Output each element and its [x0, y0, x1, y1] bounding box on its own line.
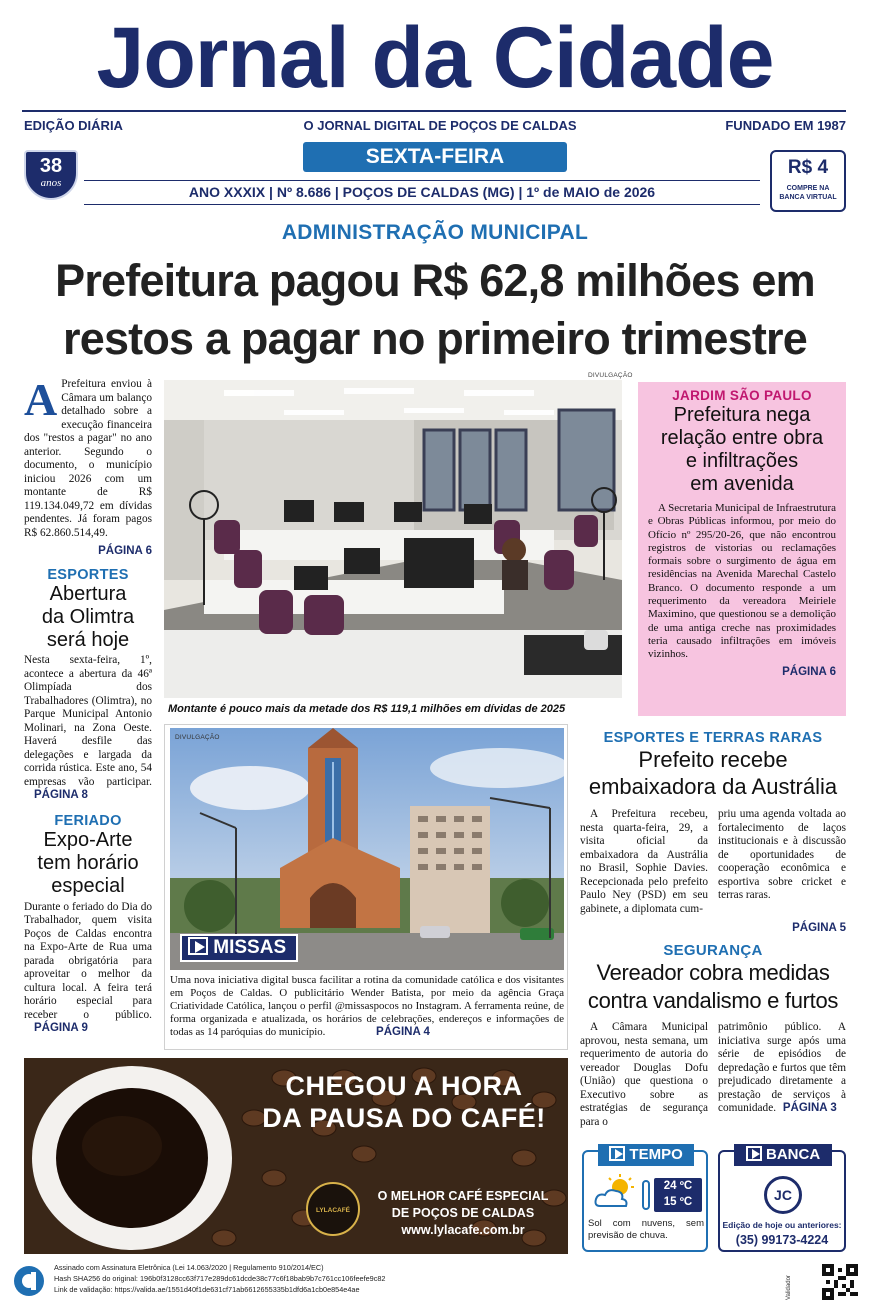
validator-label: Validador: [786, 1275, 792, 1300]
jardim-box: [638, 382, 846, 716]
temp-max: 24 ºC: [663, 1180, 693, 1192]
feriado-page-link[interactable]: PÁGINA 9: [34, 1022, 88, 1034]
tempo-label-bar: [598, 1144, 694, 1166]
office-photo-illustration: [164, 380, 622, 698]
lead-headline: [10, 252, 860, 368]
play-icon: [609, 1146, 625, 1161]
banca-logo: [764, 1176, 802, 1214]
seguranca-article: [580, 942, 846, 1129]
tempo-label: TEMPO: [629, 1146, 683, 1163]
tempo-text: Sol com nuvens, sem previsão de chuva.: [588, 1218, 704, 1241]
footer-line-1: Assinado com Assinatura Eletrônica (Lei 14.063/2020 | Regulamento 910/2014/EC): [54, 1263, 324, 1272]
banca-label: BANCA: [766, 1146, 821, 1163]
lead-photo-credit: DIVULGAÇÃO: [588, 372, 633, 379]
jardim-page-link[interactable]: PÁGINA 6: [782, 665, 836, 678]
banca-box[interactable]: [718, 1146, 846, 1252]
ad-subtext: O MELHOR CAFÉ ESPECIAL DE POÇOS DE CALDAS www.lylacafe.com.br: [366, 1188, 560, 1239]
missas-page-link[interactable]: PÁGINA 4: [376, 1026, 430, 1038]
feriado-kicker: FERIADO: [54, 812, 122, 829]
banca-label-bar: [734, 1144, 832, 1166]
anniversary-badge: [24, 150, 78, 200]
coffee-ad[interactable]: [24, 1058, 568, 1254]
lead-page-link[interactable]: PÁGINA 6: [98, 545, 152, 557]
issue-rule: [84, 180, 760, 181]
price-box[interactable]: [770, 150, 846, 212]
price-note-2: BANCA VIRTUAL: [779, 194, 837, 201]
thermometer-icon: [642, 1180, 650, 1210]
australia-article: [580, 730, 846, 936]
footer: [0, 1258, 870, 1306]
missas-badge[interactable]: [180, 934, 298, 962]
sun-cloud-icon: [594, 1174, 638, 1210]
anniversary-number: 38: [39, 155, 63, 177]
esportes-title: Abertura da Olimtra será hoje: [41, 583, 135, 651]
seguranca-col-1: A Câmara Municipal aprovou, nesta semana, um requerimento de autoria do vereador Douglas Dofu (União) que questiona o Executivo sobre as estratégias de segurança para o: [580, 1021, 708, 1128]
price-value: R$ 4: [787, 157, 829, 178]
dropcap: A: [24, 374, 58, 425]
lead-headline-line-2: restos a pagar no primeiro trimestre: [63, 313, 807, 364]
validation-link[interactable]: https://valida.ae/1551d40f1de631cf71ab6612655335b1dfd6a1cb0e854e4ae: [114, 1285, 360, 1294]
lead-photo: [164, 380, 622, 698]
qr-code-icon: [822, 1264, 858, 1300]
esportes-text: Nesta sexta-feira, 1º, acontece a abertura da 46ª Olimpíada dos Trabalhadores (Olimtra), no Parque Municipal Antonio Molinari, na Zona Oeste. Haverá desfile das delegações e largada da corrida rústica. Este ano, 54 empresas vão participar. PÁGINA 8: [24, 654, 152, 801]
seguranca-col-2: patrimônio público. A iniciativa surge após uma série de episódios de depredação e furtos que têm prejudicado diretamente a prestação de serviços à comunidade. PÁGINA 3: [718, 1021, 846, 1114]
issue-line: ANO XXXIX | Nº 8.686 | POÇOS DE CALDAS (MG) | 1º de MAIO de 2026: [188, 184, 656, 200]
banca-text: Edição de hoje ou anteriores:: [722, 1220, 842, 1230]
ad-url[interactable]: www.lylacafe.com.br: [401, 1223, 525, 1237]
australia-page-link[interactable]: PÁGINA 5: [792, 922, 846, 934]
ad-headline: CHEGOU A HORA DA PAUSA DO CAFÉ!: [262, 1071, 546, 1133]
lead-kicker: ADMINISTRAÇÃO MUNICIPAL: [281, 221, 589, 244]
day-banner: SEXTA-FEIRA: [303, 142, 567, 172]
feriado-text: Durante o feriado do Dia do Trabalhador, quem visita Poços de Caldas encontra na Expo-Arte de Rua uma parada obrigatória para aproveitar o melhor da cultura local. A feira terá horário especial para receber o público. PÁGINA 9: [24, 900, 152, 1034]
jardim-title: Prefeitura nega relação entre obra e infiltrações em avenida: [660, 404, 824, 495]
jardim-text: A Secretaria Municipal de Infraestrutura e Obras Públicas informou, por meio do Ofício nº 295/20-26, que não encontrou registros de vistorias ou reclamações formais sobre o surgimento de água em residências na Avenida Marechal Castelo Branco. O documento responde a um requerimento da vereadora Meiriele Maximino, que questionou se a demolição de uma antiga creche nas proximidades teria causado infiltrações em imóveis vizinhos.: [648, 502, 836, 661]
missas-badge-label: MISSAS: [213, 937, 287, 958]
australia-kicker: ESPORTES E TERRAS RARAS: [603, 730, 823, 746]
left-column: [24, 374, 152, 1036]
jardim-kicker: JARDIM SÃO PAULO: [672, 388, 812, 403]
banca-logo-text: JC: [774, 1187, 792, 1203]
anniversary-word: anos: [40, 177, 62, 189]
esportes-kicker: ESPORTES: [47, 567, 129, 583]
play-icon: [188, 937, 208, 955]
ad-logo: [306, 1182, 360, 1236]
australia-title: Prefeito recebe embaixadora da Austrália: [588, 747, 838, 799]
missas-text: Uma nova iniciativa digital busca facilitar a rotina da comunidade católica e dos visitantes em Poços de Caldas. O publicitário Wender Batista, por meio da agência Graça Criatividade Católica, lançou o perfil @missaspocos no Instagram. A ferramenta reúne, de forma organizada e atualizada, os horários de celebrações, endereços e informações de todas as 14 paróquias do município. PÁGINA 4: [170, 974, 564, 1038]
missas-photo-credit: DIVULGAÇÃO: [175, 734, 220, 741]
signature-logo-icon: [14, 1266, 44, 1296]
temp-min: 15 ºC: [663, 1196, 693, 1208]
footer-text: [54, 1262, 754, 1295]
seguranca-title: Vereador cobra medidas contra vandalismo e furtos: [587, 960, 839, 1013]
banca-phone[interactable]: (35) 99173-4224: [735, 1233, 829, 1247]
tempo-box: [582, 1146, 708, 1252]
masthead: [0, 0, 870, 215]
australia-col-1: A Prefeitura recebeu, nesta quarta-feira, 29, a visita oficial da embaixadora da Austrália no Brasil, Sophie Davies. Recepcionada pelo prefeito Paulo Ney (PSD) em seu gabinete, a diplomata cum-: [580, 808, 708, 915]
price-note-1: COMPRE NA: [786, 185, 830, 192]
lead-photo-caption: Montante é pouco mais da metade dos R$ 119,1 milhões em dívidas de 2025: [168, 703, 566, 715]
temp-values: [654, 1178, 702, 1212]
seguranca-kicker: SEGURANÇA: [663, 942, 763, 959]
masthead-rule: [22, 110, 846, 112]
feriado-title: Expo-Arte tem horário especial: [37, 828, 139, 897]
founded-tag: FUNDADO EM 1987: [725, 118, 846, 133]
edition-tag: EDIÇÃO DIÁRIA: [24, 118, 123, 133]
seguranca-page-link[interactable]: PÁGINA 3: [782, 1102, 837, 1114]
esportes-page-link[interactable]: PÁGINA 8: [34, 789, 88, 801]
masthead-title: Jornal da Cidade: [96, 10, 774, 106]
footer-line-3: Link de validação: https://valida.ae/1551d40f1de631cf71ab6612655335b1dfd6a1cb0e854e4ae: [54, 1285, 360, 1294]
lead-article-text: A Prefeitura enviou à Câmara um balanço detalhado sobre a execução financeira dos "restos a pagar" no ano anterior. Segundo o documento, o município iniciou 2026 com um montante de R$ 119.134.049,72 em dívidas pendentes. Já foram pagos R$ 62.860.514,49.: [24, 374, 152, 539]
ad-logo-text: LYLACAFÉ: [315, 1207, 351, 1214]
australia-col-2: priu uma agenda voltada ao fortalecimento de laços institucionais e à discussão de oportunidades de cooperação econômica e esportiva sobre cricket e terras raras.: [718, 808, 846, 901]
slogan-tag: O JORNAL DIGITAL DE POÇOS DE CALDAS: [303, 118, 577, 133]
footer-line-2: Hash SHA256 do original: 196b0f3128cc63f717e289dc61dcde38c77c6f18bab9b7c761cc106feefe9c82: [54, 1274, 386, 1283]
lead-headline-line-1: Prefeitura pagou R$ 62,8 milhões em: [55, 255, 815, 306]
play-icon: [746, 1146, 762, 1161]
issue-rule-bottom: [84, 204, 760, 205]
